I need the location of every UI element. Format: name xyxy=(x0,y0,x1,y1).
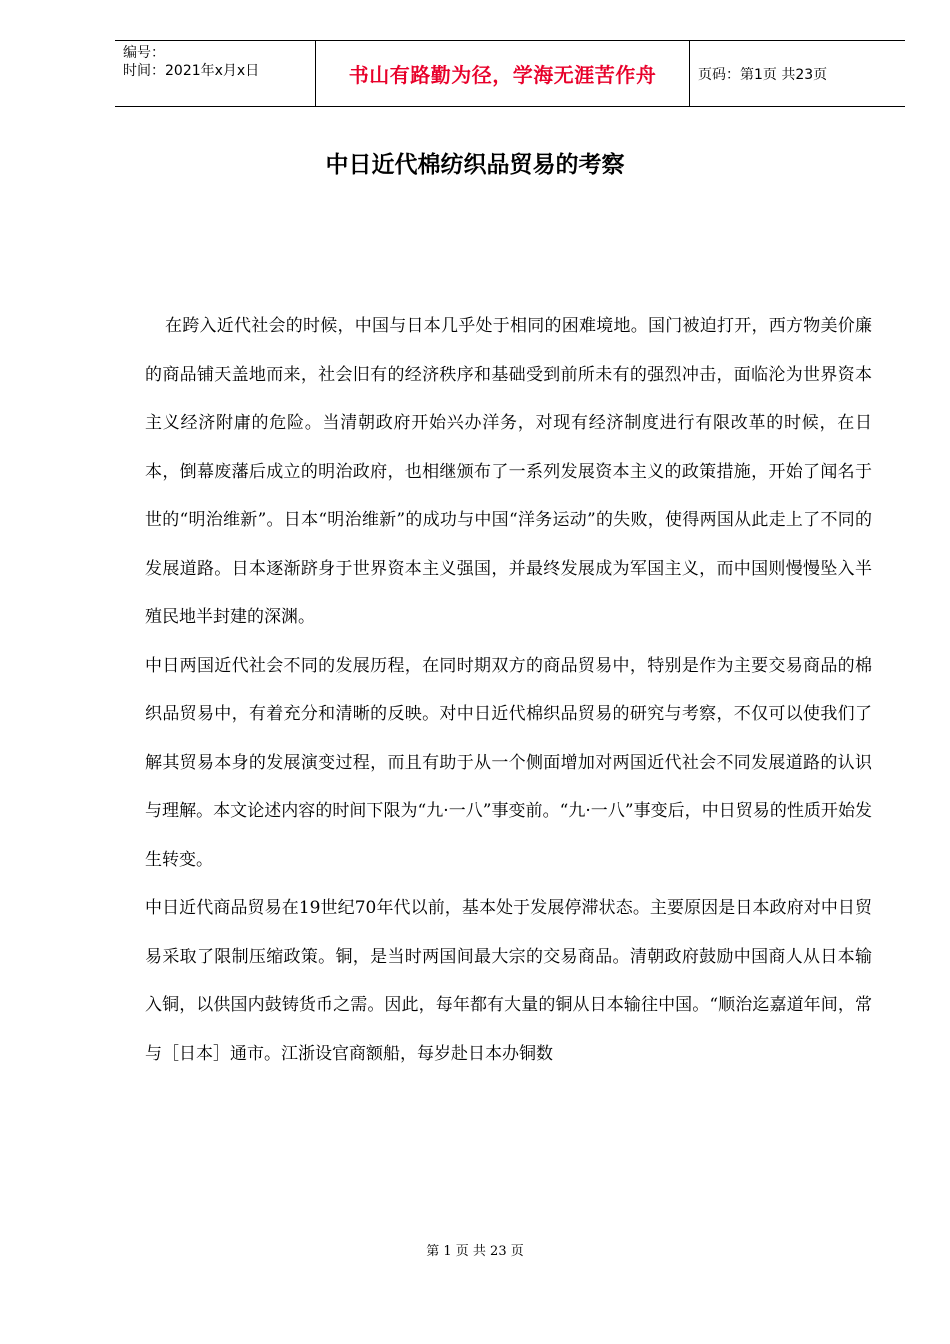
header-page-number: 页码：第1页 共23页 xyxy=(698,66,828,83)
document-body xyxy=(145,302,872,1078)
paragraph-3: 中日近代商品贸易在19世纪70年代以前，基本处于发展停滞状态。主要原因是日本政府对中日贸易采取了限制压缩政策。铜，是当时两国间最大宗的交易商品。清朝政府鼓励中国商人从日本输入铜，以供国内鼓铸货币之需。因此，每年都有大量的铜从日本输往中国。“顺治迄嘉道年间，常与［日本］通市。江浙设官商额船，每岁赴日本办铜数 xyxy=(145,898,872,1064)
header-page-cell xyxy=(690,41,905,106)
time-label: 时间：2021年x月x日 xyxy=(123,63,260,79)
paragraph-1: 在跨入近代社会的时候，中国与日本几乎处于相同的困难境地。国门被迫打开，西方物美价廉的商品铺天盖地而来，社会旧有的经济秩序和基础受到前所未有的强烈冲击，面临沦为世界资本主义经济附庸的危险。当清朝政府开始兴办洋务，对现有经济制度进行有限改革的时候，在日本，倒幕废藩后成立的明治政府，也相继颁布了一系列发展资本主义的政策措施，开始了闻名于世的“明治维新”。日本“明治维新”的成功与中国“洋务运动”的失败，使得两国从此走上了不同的发展道路。日本逐渐跻身于世界资本主义强国，并最终发展成为军国主义，而中国则慢慢坠入半殖民地半封建的深渊。 xyxy=(145,316,872,627)
header-meta-cell xyxy=(115,41,316,106)
footer-page-number: 第 1 页 共 23 页 xyxy=(426,1244,524,1259)
motto-text: 书山有路勤为径，学海无涯苦作舟 xyxy=(348,63,657,87)
header-table xyxy=(115,40,905,107)
paragraph-2: 中日两国近代社会不同的发展历程，在同时期双方的商品贸易中，特别是作为主要交易商品的棉织品贸易中，有着充分和清晰的反映。对中日近代棉织品贸易的研究与考察，不仅可以使我们了解其贸易本身的发展演变过程，而且有助于从一个侧面增加对两国近代社会不同发展道路的认识与理解。本文论述内容的时间下限为“九·一八”事变前。“九·一八”事变后，中日贸易的性质开始发生转变。 xyxy=(145,655,872,870)
serial-number-label: 编号： xyxy=(123,45,165,61)
header-motto-cell xyxy=(316,41,690,106)
document-title: 中日近代棉纺织品贸易的考察 xyxy=(325,152,625,178)
